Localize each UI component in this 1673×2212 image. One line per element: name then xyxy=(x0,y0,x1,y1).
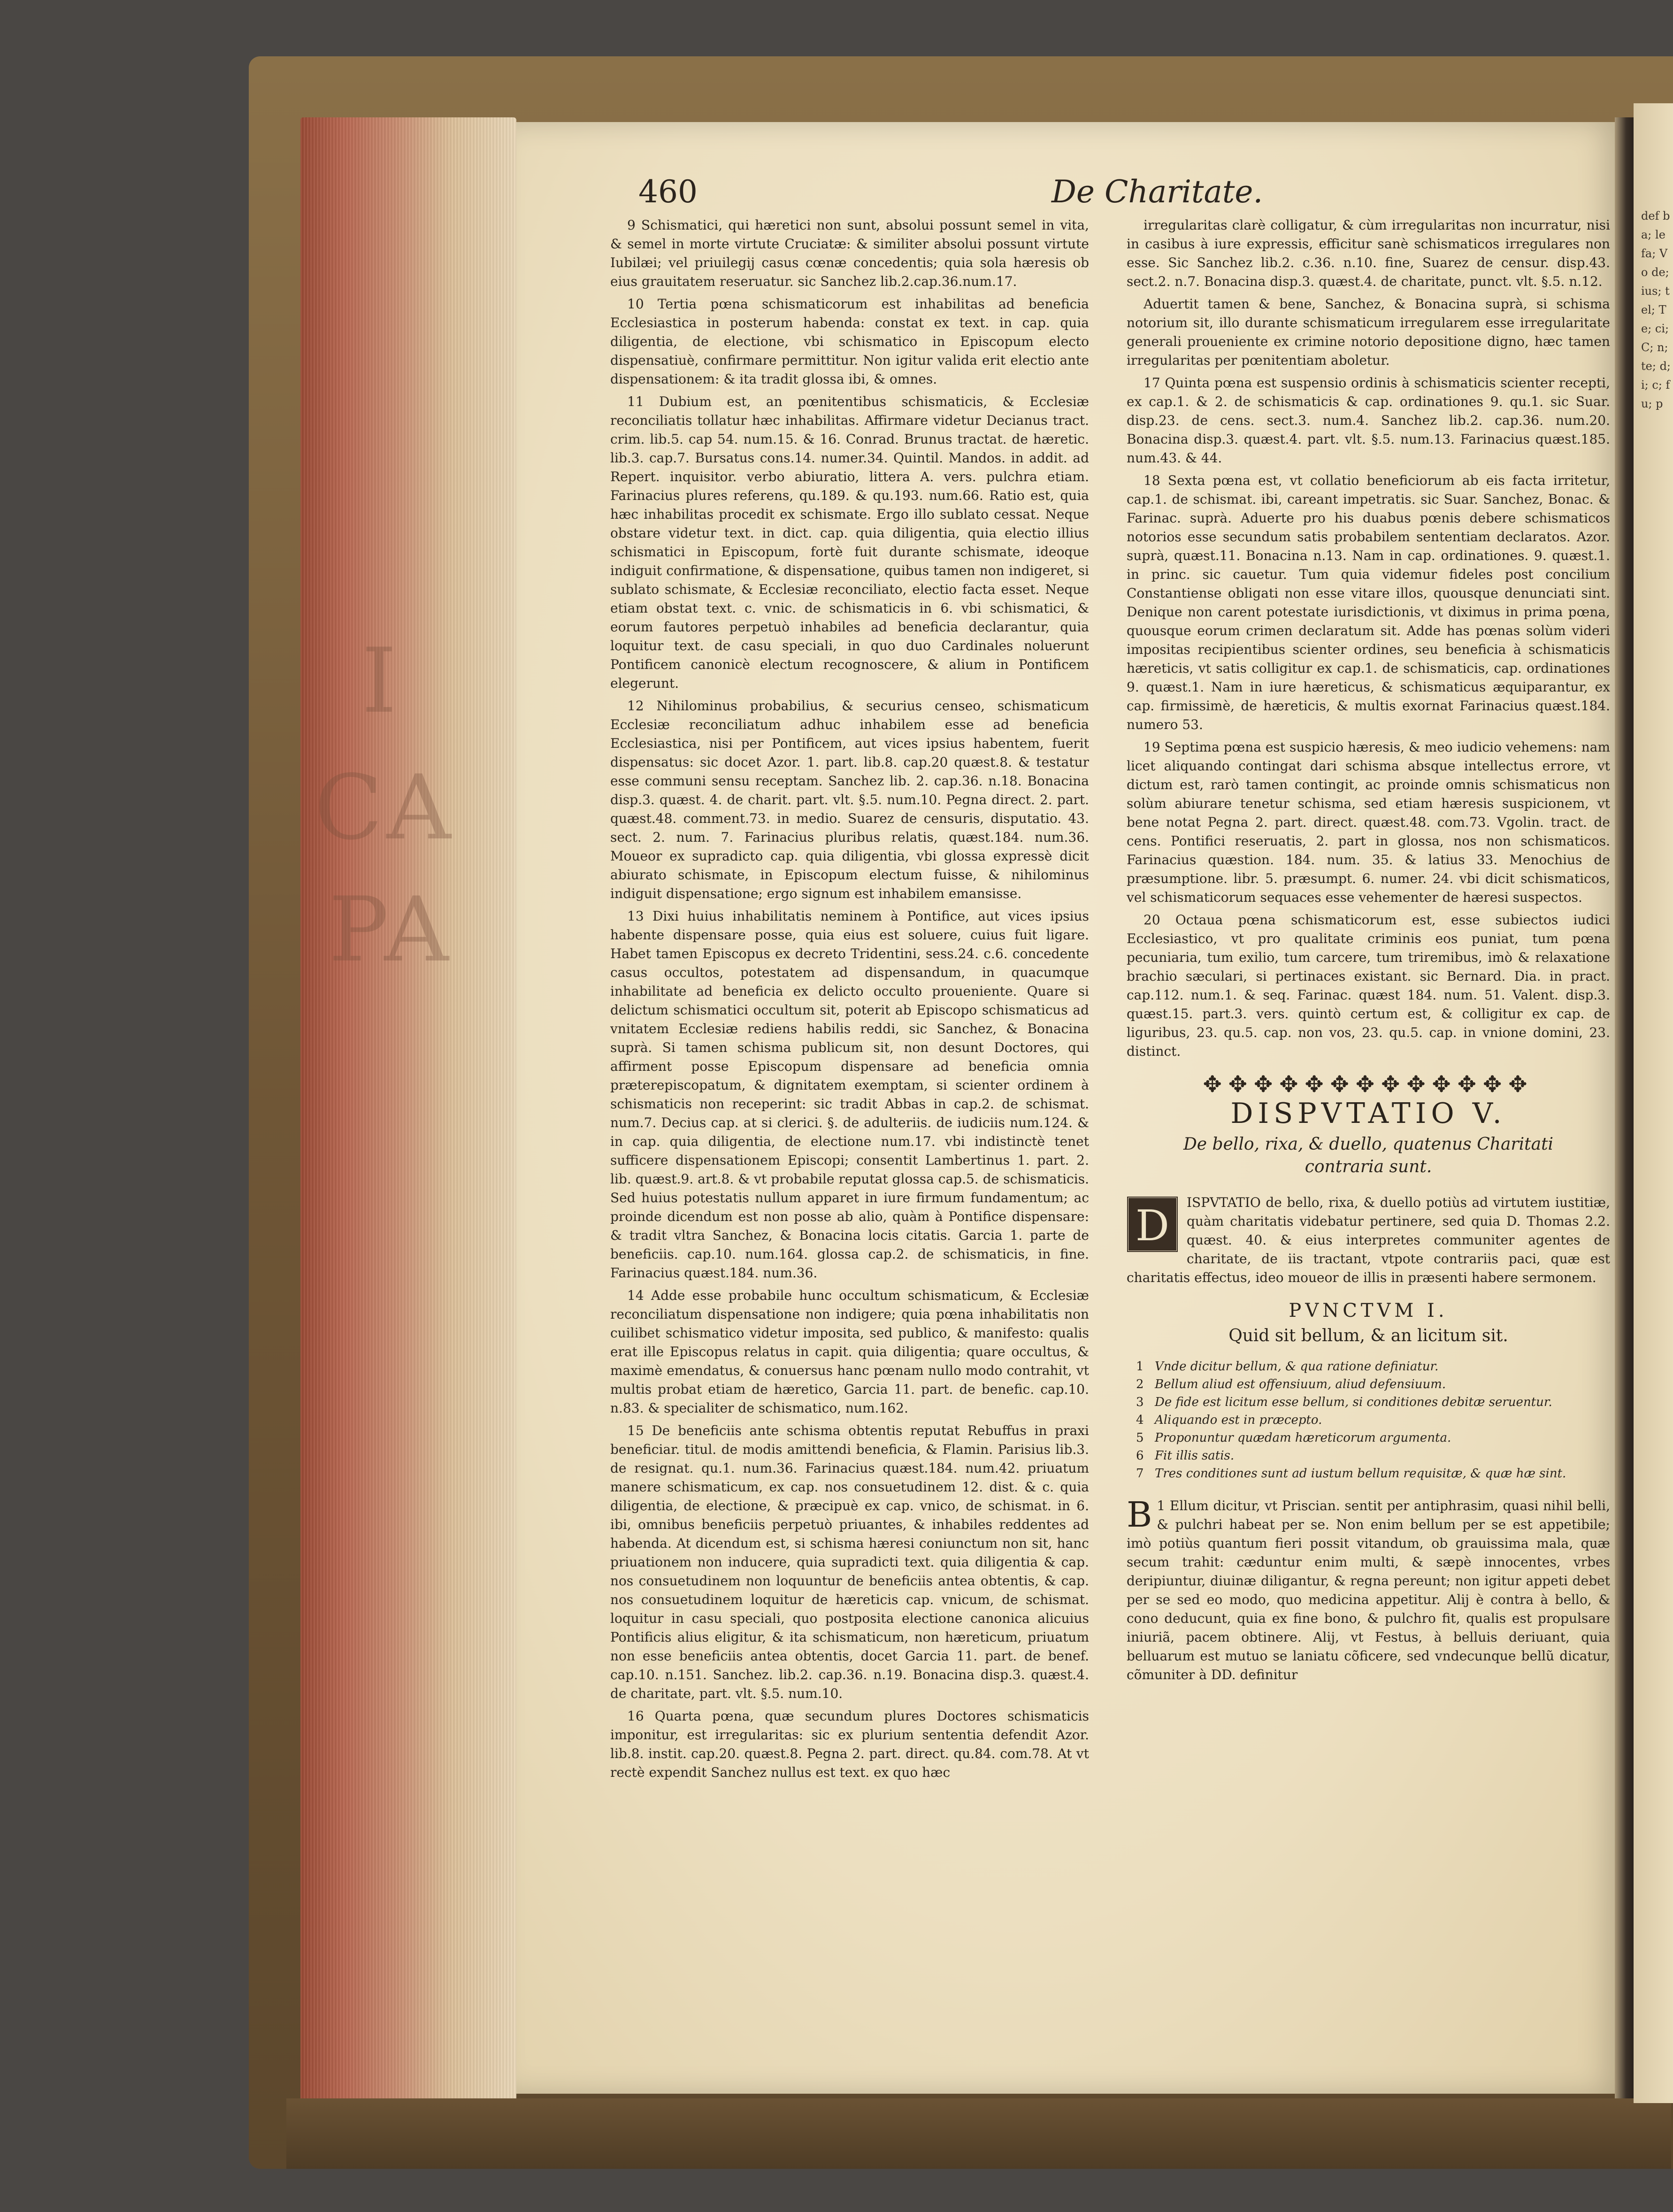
contents-item xyxy=(1136,1375,1610,1393)
right-paragraphs xyxy=(1127,216,1610,1061)
paragraph: 13 Dixi huius inhabilitatis neminem à Pontifice, aut vices ipsius habente dispensare posse, quia eius est soluere, cuius fuit ligare. Habet tamen Episcopus ex decreto Tridentini, sess.24. c.6. concedente casus occultos, potestatem ad dispensandum, in quacumque inhabilitate ad beneficia ex delicto occulto proueniente. Quare si delictum schismatici occultum sit, poterit ab Episcopo schismaticus ad vnitatem Ecclesiæ rediens habilis reddi, sic Sanchez, & Bonacina suprà. Si tamen schisma publicum sit, non desunt Doctores, qui affirment posse Episcopum dispensare ad beneficia omnia præterepiscopatum, & dignitatem exemptam, si scienter ordinem à schismaticis non receperint: sic tradit Abbas in cap.2. de schismat. num.7. Decius cap. at si clerici. §. de adulteriis. de iudiciis num.124. & in cap. quia diligentia, de electione num.17. vbi indistinctè tenet sufficere dispensationem Episcopi; consentit Lambertinus 1. part. 2. lib. quæst.9. art.8. & vt probabile reputat glossa cap.5. de schismaticis. Sed huius potestatis nullum apparet in iure firmum fundamentum; ac proinde dicendum est non posse ab alio, quàm à Pontifice dispensare: & tradit vltra Sanchez, & Bonacina locis citatis. Garcia 1. parte de beneficiis. cap.10. num.164. glossa cap.2. de schismaticis, in fine. Farinacius quæst.184. num.36. xyxy=(610,908,1089,1281)
punctum-contents xyxy=(1127,1358,1610,1482)
contents-item-text: Proponuntur quædam hæreticorum argumenta. xyxy=(1155,1431,1451,1445)
disputatio-subtitle: De bello, rixa, & duello, quatenus Charitati contraria sunt. xyxy=(1183,1135,1554,1176)
page-number: 460 xyxy=(638,174,698,210)
paragraph: irregularitas clarè colligatur, & cùm irregularitas non incurratur, nisi in casibus à iure expressis, efficitur sanè schismaticos irregulares non esse. Sic Sanchez lib.2. c.36. n.10. fine, Suarez de censur. disp.43. sect.2. n.7. Bonacina disp.3. quæst.4. de charitate, punct. vlt. §.5. n.12. xyxy=(1127,217,1610,289)
punctum-heading: PVNCTVM I. xyxy=(1289,1300,1448,1321)
ornament-row: ✥✥✥✥✥✥✥✥✥✥✥✥✥ xyxy=(1203,1071,1534,1098)
paragraph: 15 De beneficiis ante schisma obtentis reputat Rebuffus in praxi beneficiar. titul. de modis amittendi beneficia, & Flamin. Parisius lib.3. de resignat. qu.1. num.36. Farinacius quæst.184. num.42. priuatum manere schismaticum, ex cap. nos consuetudinem 12. dist. & c. quia diligentia, de electione, & præcipuè ex cap. vnico, de schismat. in 6. ibi, omnibus beneficiis perpetuò priuantes, & inhabiles reddentes ad habenda. At dicendum est, si schisma hæresi coniunctum non sit, hanc priuationem non inducere, quia supradicti text. quia diligentia & cap. nos consuetudinem non loquuntur de beneficiis antea obtentis, & cap. nos consuetudinem loquitur de hæreticis cap. vnicum, de schismat. loquitur in casu speciali, quo postposita electione canonica alicuius Pontificis alius eligitur, & ita schismaticum, non hæreticum, priuatum non esse beneficiis antea obtentis, docet Garcia 11. part. de benef. cap.10. n.151. Sanchez. lib.2. cap.36. n.19. Bonacina disp.3. quæst.4. de charitate, part. vlt. §.5. num.10. xyxy=(610,1423,1089,1701)
contents-item-number: 7 xyxy=(1136,1467,1144,1481)
contents-item-text: Bellum aliud est offensiuum, aliud defensiuum. xyxy=(1155,1377,1446,1391)
contents-item xyxy=(1136,1465,1610,1482)
punctum-body xyxy=(1127,1497,1610,1684)
decorated-initial: D xyxy=(1127,1196,1178,1252)
contents-item-text: Tres conditiones sunt ad iustum bellum requisitæ, & quæ hæ sint. xyxy=(1155,1467,1566,1481)
contents-item xyxy=(1136,1411,1610,1429)
gutter xyxy=(1615,117,1634,2098)
contents-item xyxy=(1136,1429,1610,1447)
offset-ghost-letters: I xyxy=(361,629,401,733)
contents-item-number: 1 xyxy=(1136,1359,1144,1374)
contents-item-number: 6 xyxy=(1136,1449,1144,1463)
offset-ghost-letters: PA xyxy=(329,878,453,982)
contents-item-text: Fit illis satis. xyxy=(1155,1449,1235,1463)
contents-item xyxy=(1136,1358,1610,1375)
contents-item-text: Vnde dicitur bellum, & qua ratione definiatur. xyxy=(1155,1359,1439,1374)
paragraph: 11 Dubium est, an pœnitentibus schismaticis, & Ecclesiæ reconciliatis tollatur hæc inhabilitas. Affirmare videtur Decianus tract. crim. lib.5. cap 54. num.15. & 16. Conrad. Brunus tractat. de hæretic. lib.3. cap.7. Bursatus cons.14. numer.34. Quintil. Mandos. in addit. ad Repert. inquisitor. verbo abiuratio, littera A. vers. pulchra etiam. Farinacius plures referens, qu.189. & qu.193. num.66. Ratio est, quia hæc inhabilitas procedit ex schismate. Ergo illo sublato cessat. Neque obstare videtur text. in dict. cap. quia diligentia, quia electio illius schismatici in Episcopum, fortè fuit durante schismate, ideoque indiguit confirmatione, & dispensatione, quibus tamen non indigeret, si sublato schismate, & Ecclesiæ reconciliato, electio facta esset. Neque etiam obstat text. c. vnic. de schismaticis in 6. vbi schismatici, & eorum fautores perpetuò inhabiles ad beneficia declarantur, quia loquitur text. de casu speciali, in quo duo Cardinales noluerunt Pontificem canonicè electum recognoscere, & alium in Pontificem elegerunt. xyxy=(610,394,1089,691)
running-title: De Charitate. xyxy=(1051,174,1263,210)
disputatio-intro: ISPVTATIO de bello, rixa, & duello potiùs ad virtutem iustitiæ, quàm charitatis videbatur pertinere, sed quia D. Thomas 2.2. quæst. 40. & eius interpretes communiter agentes de charitate, de iis tractant, vtpote contrariis paci, quæ est charitatis effectus, ideo moueor de illis in præsenti habere sermonem. xyxy=(1127,1195,1610,1285)
paragraph: 19 Septima pœna est suspicio hæresis, & meo iudicio vehemens: nam licet aliquando contingat dari schisma absque intellectus errore, vt dictum est, rarò tamen contingit, ac proinde omnis schismaticus non solùm abiurare tenetur schisma, sed etiam hæresis suspicionem, vt bene notat Pegna 2. part. direct. quæst.48. com.73. Vgolin. tract. de cens. Pontifici reseruatis, 2. part in glossa, nos non schismaticos. Farinacius quæstion. 184. num. 35. & latius 33. Menochius de præsumptione. libr. 5. præsumpt. 6. numer. 24. vbi dicit schismaticos, vel schismaticorum sequaces esse vehementer de hæresi suspectos. xyxy=(1127,739,1610,905)
disputatio-title: DISPVTATIO V. xyxy=(1230,1097,1506,1130)
right-column xyxy=(1127,216,1610,1688)
contents-item xyxy=(1136,1447,1610,1465)
offset-ghost-letters: CA xyxy=(315,756,455,860)
contents-item-number: 4 xyxy=(1136,1413,1144,1427)
contents-item xyxy=(1136,1393,1610,1411)
contents-item-number: 5 xyxy=(1136,1431,1144,1445)
paragraph: 12 Nihilominus probabilius, & securius censeo, schismaticum Ecclesiæ reconciliatum adhuc inhabilem esse ad beneficia Ecclesiastica, nisi per Pontificem, aut vices ipsius habentem, fuerit dispensatus: sic docet Azor. 1. part. lib.8. cap.20 quæst.8. & testatur esse communi sensu receptam. Sanchez lib. 2. cap.36. n.18. Bonacina disp.3. quæst. 4. de charit. part. vlt. §.5. num.10. Pegna direct. 2. part. quæst.48. comment.73. in medio. Suarez de censuris, disputatio. 43. sect. 2. num. 7. Farinacius pluribus relatis, quæst.184. num.36. Moueor ex supradicto cap. quia diligentia, vbi glossa expressè dicit abiurato schismate, in Episcopum electum fuisse, & nihilominus indiguit dispensatione; ergo signum est inhabilem emansisse. xyxy=(610,698,1089,901)
contents-item-text: De fide est licitum esse bellum, si conditiones debitæ seruentur. xyxy=(1155,1395,1552,1409)
punctum-body-initial: B xyxy=(1127,1495,1152,1535)
paragraph: 14 Adde esse probabile hunc occultum schismaticum, & Ecclesiæ reconciliatum dispensatione non indigere; quia pœna inhabilitatis non cuilibet schismatico videtur imposita, sed publico, & manifesto: qualis erat ille Episcopus relatus in capit. quia diligentia; quare occultus, & maximè emendatus, & conuersus hanc pœnam nullo modo contrahit, vt multis probat etiam de hæretico, Garcia 11. part. de benefic. cap.10. n.83. & specialiter de schismatico, num.162. xyxy=(610,1288,1089,1416)
paragraph: Aduertit tamen & bene, Sanchez, & Bonacina suprà, si schisma notorium sit, illo durante schismaticum irregularem esse irregularitate generali proueniente ex crimine notorio depositione digno, hæc tamen irregularitas per pœnitentiam aboletur. xyxy=(1127,296,1610,368)
book-cover-bottom xyxy=(286,2098,1671,2169)
paragraph: 20 Octaua pœna schismaticorum est, esse subiectos iudici Ecclesiastico, vt pro qualitate criminis eos puniat, tum pœna pecuniaria, tum exilio, tum carcere, tum triremibus, imò & relaxatione brachio sæculari, si pertinaces existant. sic Bernard. Dia. in pract. cap.112. num.1. & seq. Farinac. quæst 184. num. 51. Valent. disp.3. quæst.15. part.3. vers. quintò certum est, & colligitur ex cap. de liguribus, 23. qu.5. cap. non vos, 23. qu.5. cap. in vnione domini, 23. distinct. xyxy=(1127,912,1610,1059)
paragraph: 17 Quinta pœna est suspensio ordinis à schismaticis scienter recepti, ex cap.1. & 2. de schismaticis & cap. ordinationes 9. qu.1. sic Suar. disp.23. de cens. sect.3. num.4. Sanchez lib.2. cap.36. num.20. Bonacina disp.3. quæst.4. part. vlt. §.5. num.13. Farinacius quæst.185. num.43. & 44. xyxy=(1127,375,1610,466)
paragraph: 10 Tertia pœna schismaticorum est inhabilitas ad beneficia Ecclesiastica in posterum habenda: constat ex text. in cap. quia diligentia, de electione, vbi schismatico in Episcopum electo dispensatiuè, confirmare permittitur. Non igitur valida erit electio ante dispensationem: & ita tradit glossa ibi, & omnes. xyxy=(610,296,1089,387)
contents-item-number: 2 xyxy=(1136,1377,1144,1391)
punctum-body-number: 1 xyxy=(1157,1498,1166,1513)
punctum-title: Quid sit bellum, & an licitum sit. xyxy=(1228,1326,1508,1345)
page-fore-edge xyxy=(300,117,516,2108)
paragraph: 16 Quarta pœna, quæ secundum plures Doctores schismaticis imponitur, est irregularitas: sic ex plurium sententia defendit Azor. lib.8. instit. cap.20. quæst.8. Pegna 2. part. direct. qu.84. com.78. At vt rectè expendit Sanchez nullus est text. ex quo hæc xyxy=(610,1708,1089,1780)
paragraph: 18 Sexta pœna est, vt collatio beneficiorum ab eis facta irritetur, cap.1. de schismat. ibi, careant impetratis. sic Suar. Sanchez, Bonac. & Farinac. suprà. Aduerte pro his duabus pœnis debere schismaticos notorios esse secundum satis probabilem sententiam declaratos. Azor. suprà, quæst.11. Bonacina n.13. Nam in cap. ordinationes. 9. quæst.1. in princ. sic cauetur. Tum quia videmur fideles post concilium Constantiense obligati non esse vitare illos, quousque denunciati sint. Denique non carent potestate iurisdictionis, vt diximus in prima pœna, quousque eorum crimen declaratum sit. Adde has pœnas solùm videri impositas recipientibus scienter ordines, seu beneficia à schismaticis hæreticis, vt satis colligitur ex cap.1. de schismaticis, cap. ordinationes 9. quæst.1. Nam in iure hæreticus, & schismaticus æquiparantur, ex cap. firmissimè, de hæreticis, & multis exornat Farinacius quæst.184. numero 53. xyxy=(1127,473,1610,732)
contents-item-text: Aliquando est in præcepto. xyxy=(1155,1413,1322,1427)
adjacent-page-fragments: def ba; le fa; Vo de; ius; tel; Te; ci; C; n; te; d; i; c; fu; p xyxy=(1641,209,1671,410)
contents-item-number: 3 xyxy=(1136,1395,1144,1409)
punctum-body-text: Ellum dicitur, vt Priscian. sentit per antiphrasim, quasi nihil belli, & pulchri habeat per se. Non enim bellum per se est appetibile; imò potiùs quantum fieri possit vitandum, ob grauissima mala, quæ secum trahit: cæduntur enim multi, & sæpè innocentes, vrbes deripiuntur, diuinæ diligantur, & regna pereunt; non igitur appeti debet per se sed eo modo, quo medicina appetitur. Alij è contra à bello, & cono deducunt, quia ex fine bono, & pulchro fit, qualis est propulsare iniuriã, pacem obtinere. Alij, vt Festus, à belluis deriuant, quia belluarum est mutuo se laniatu cõficere, sed vndecunque bellũ dicatur, cõmuniter à DD. definitur xyxy=(1127,1498,1611,1682)
paragraph: 9 Schismatici, qui hæretici non sunt, absolui possunt semel in vita, & semel in morte virtute Cruciatæ: & similiter absolui possunt virtute Iubilæi; vel priuilegij casus cœnæ concedentis; quia sola hæresis ob eius grauitatem reseruatur. sic Sanchez lib.2.cap.36.num.17. xyxy=(610,217,1089,289)
left-column xyxy=(610,216,1089,1786)
